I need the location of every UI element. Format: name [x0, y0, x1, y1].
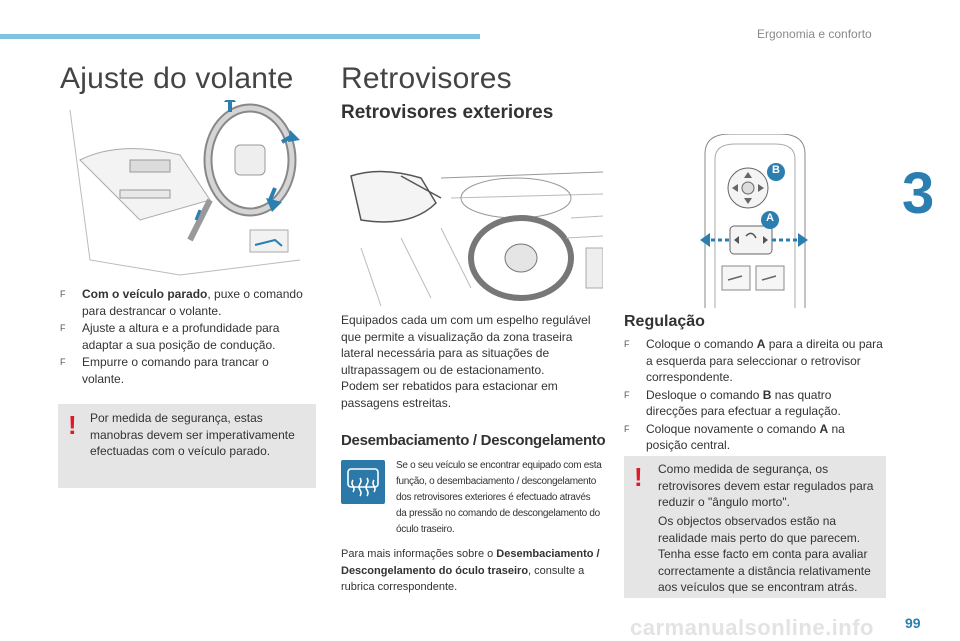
bullet-icon: F — [624, 339, 630, 349]
mirrors-subtitle: Retrovisores exteriores — [341, 102, 554, 123]
control-label-b: B — [772, 164, 780, 176]
bullet-icon: F — [60, 289, 66, 299]
header-accent-bar — [0, 34, 480, 39]
steering-step: F Com o veículo parado, puxe o comando para destrancar o volante. — [60, 287, 303, 318]
watermark: carmanualsonline.info — [630, 615, 874, 640]
regulation-step: F Desloque o comando B nas quatro direcções para efectuar a regulação. — [624, 387, 841, 418]
section-title: Ergonomia e conforto — [757, 27, 872, 41]
regulation-steps — [624, 336, 884, 455]
steering-warning-text: Por medida de segurança, estas manobras devem ser imperativamente efectuadas com o veículo parado. — [90, 411, 295, 458]
mirrors-intro: Equipados cada um com um espelho regulável que permite a visualização da zona traseira lateral necessária para as situações de ultrapassagem ou de estacionamento. — [341, 313, 591, 377]
regulation-warning-text-1: Como medida de segurança, os retrovisores devem estar regulados para reduzir o "ângulo morto". — [658, 462, 874, 509]
control-label-a: A — [766, 212, 774, 224]
steering-steps — [60, 286, 312, 388]
bullet-icon: F — [624, 389, 630, 400]
defrost-more-info: Para mais informações sobre o Desembaciamento / Descongelamento do óculo traseiro, consulte a rubrica correspondente. — [341, 548, 600, 593]
warning-icon: ! — [68, 410, 77, 440]
regulation-warning-text-2: Os objectos observados estão na realidade mais perto do que parecem. Tenha esse facto em conta para avaliar correctamente a distância relativamente aos veículos que se encontram atrás. — [658, 514, 871, 594]
regulation-warning-box — [624, 456, 886, 598]
page-number: 99 — [905, 615, 921, 631]
regulation-step: F Coloque novamente o comando A na posição central. — [624, 421, 845, 452]
warning-icon: ! — [634, 462, 643, 492]
mirror-defrost-icon — [341, 460, 385, 504]
steering-step: F Empurre o comando para trancar o volante. — [60, 355, 269, 386]
steering-warning-box — [58, 404, 316, 488]
steering-title: Ajuste do volante — [60, 62, 294, 95]
mirrors-title: Retrovisores — [341, 62, 512, 95]
defrost-title: Desembaciamento / Descongelamento — [341, 432, 606, 449]
mirror-control-illustration — [700, 134, 810, 308]
steering-step: F Ajuste a altura e a profundidade para adaptar a sua posição de condução. — [60, 321, 280, 352]
mirror-cockpit-illustration — [341, 158, 603, 306]
chapter-number: 3 — [902, 161, 935, 226]
bullet-icon: F — [60, 323, 66, 333]
steering-wheel-illustration — [60, 100, 310, 280]
bullet-icon: F — [60, 357, 66, 367]
regulation-step: F Coloque o comando A para a direita ou para a esquerda para seleccionar o retrovisor correspondente. — [624, 337, 883, 384]
defrost-text: Se o seu veículo se encontrar equipado com esta função, o desembaciamento / descongelamento dos retrovisores exteriores é efectuado através da pressão no comando de descongelamento do óculo traseiro. — [396, 460, 602, 535]
mirrors-intro-2: Podem ser rebatidos para estacionar em passagens estreitas. — [341, 379, 558, 410]
bullet-icon: F — [624, 423, 630, 434]
regulation-title: Regulação — [624, 313, 705, 330]
